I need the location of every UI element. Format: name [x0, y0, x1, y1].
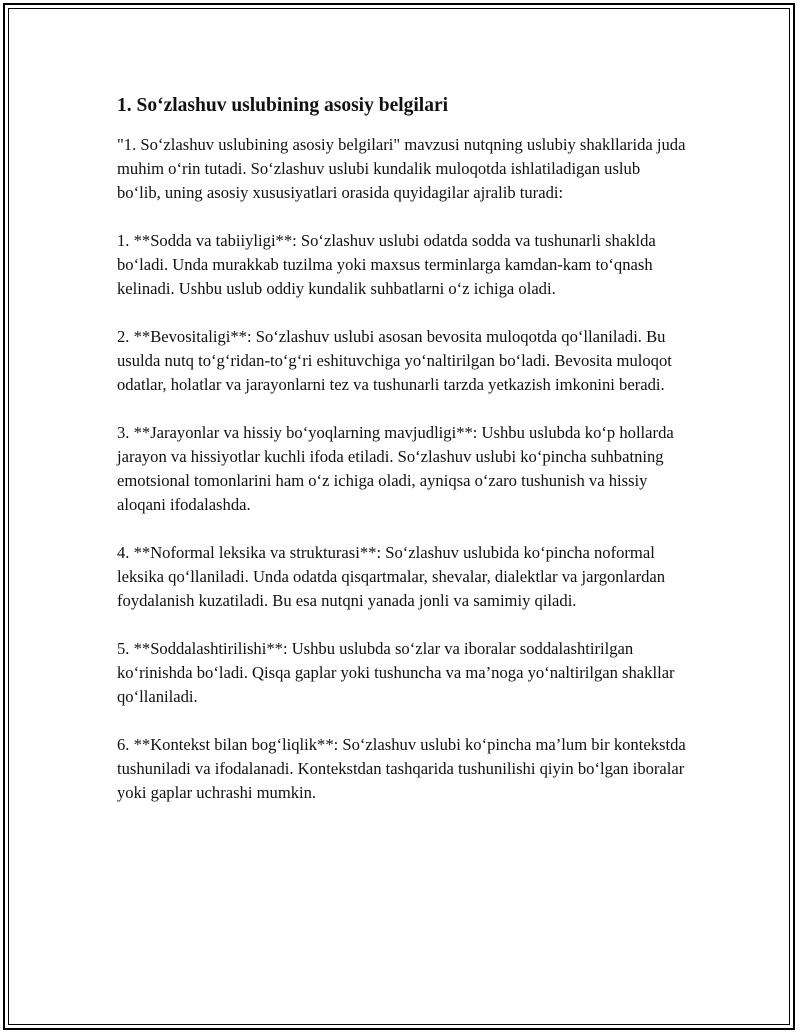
list-item-5-paragraph: 5. **Soddalashtirilishi**: Ushbu uslubda so‘zlar va iboralar soddalashtirilgan ko‘rinishda bo‘ladi. Qisqa gaplar yoki tushuncha va ma’noga yo‘naltirilgan shakllar qo‘llaniladi.	[117, 639, 675, 706]
list-item-3-paragraph: 3. **Jarayonlar va hissiy bo‘yoqlarning mavjudligi**: Ushbu uslubda ko‘p hollarda jarayon va hissiyotlar kuchli ifoda etiladi. So‘zlashuv uslubi ko‘pincha suhbatning emotsional tomonlarini ham o‘z ichiga oladi, ayniqsa o‘zaro tushunish va hissiy aloqani ifodalashda.	[117, 423, 674, 514]
list-item-6-paragraph: 6. **Kontekst bilan bog‘liqlik**: So‘zlashuv uslubi ko‘pincha ma’lum bir kontekstda tushuniladi va ifodalanadi. Kontekstdan tashqarida tushunilishi qiyin bo‘lgan iboralar yoki gaplar uchrashi mumkin.	[117, 735, 686, 802]
intro-paragraph: "1. So‘zlashuv uslubining asosiy belgilari" mavzusi nutqning uslubiy shakllarida juda muhim o‘rin tutadi. So‘zlashuv uslubi kundalik muloqotda ishlatiladigan uslub bo‘lib, uning asosiy xususiyatlari orasida quyidagilar ajralib turadi:	[117, 135, 686, 202]
document-body	[117, 93, 687, 829]
list-item-1-paragraph: 1. **Sodda va tabiiyligi**: So‘zlashuv uslubi odatda sodda va tushunarli shaklda bo‘ladi. Unda murakkab tuzilma yoki maxsus terminlarga kamdan-kam to‘qnash kelinadi. Ushbu uslub oddiy kundalik suhbatlarni o‘z ichiga oladi.	[117, 231, 656, 298]
document-title: 1. So‘zlashuv uslubining asosiy belgilari	[117, 95, 449, 116]
list-item-4-paragraph: 4. **Noformal leksika va strukturasi**: So‘zlashuv uslubida ko‘pincha noformal leksika qo‘llaniladi. Unda odatda qisqartmalar, shevalar, dialektlar va jargonlardan foydalanish kuzatiladi. Bu esa nutqni yanada jonli va samimiy qiladi.	[117, 543, 666, 610]
list-item-2-paragraph: 2. **Bevositaligi**: So‘zlashuv uslubi asosan bevosita muloqotda qo‘llaniladi. Bu usulda nutq to‘g‘ridan-to‘g‘ri eshituvchiga yo‘naltirilgan bo‘ladi. Bevosita muloqot odatlar, holatlar va jarayonlarni tez va tushunarli tarzda yetkazish imkonini beradi.	[117, 327, 672, 394]
